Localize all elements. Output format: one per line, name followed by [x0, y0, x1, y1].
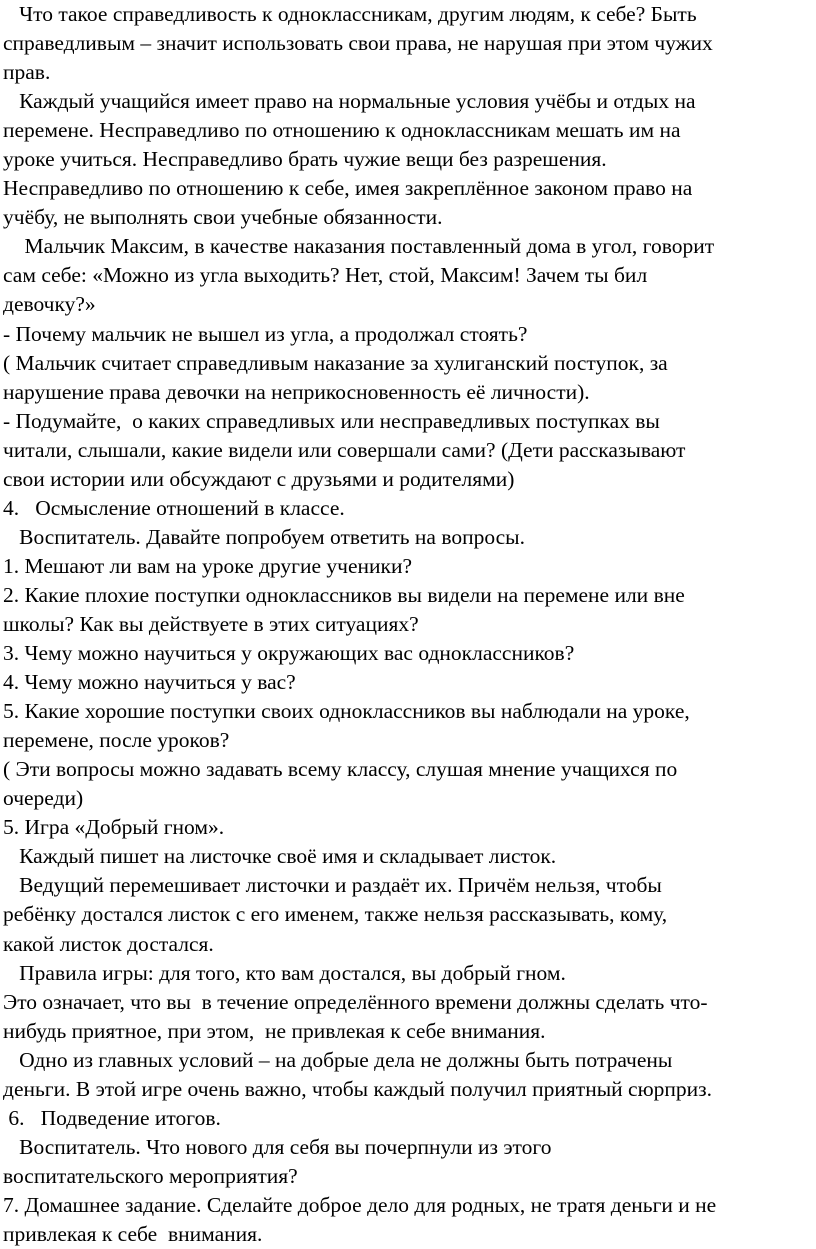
text-line: учёбу, не выполнять свои учебные обязанности.: [3, 205, 443, 230]
text-line: сам себе: «Можно из угла выходить? Нет, стой, Максим! Зачем ты бил: [3, 263, 648, 288]
text-line: Воспитатель. Давайте попробуем ответить на вопросы.: [3, 524, 525, 549]
text-line: Мальчик Максим, в качестве наказания поставленный дома в угол, говорит: [3, 234, 715, 259]
text-line: нарушение права девочки на неприкосновенность её личности).: [3, 379, 590, 404]
list-item: 5. Какие хорошие поступки своих одноклассников вы наблюдали на уроке,: [3, 699, 690, 724]
text-line: Ведущий перемешивает листочки и раздаёт их. Причём нельзя, чтобы: [3, 873, 662, 898]
text-line: Каждый учащийся имеет право на нормальные условия учёбы и отдых на: [3, 89, 696, 114]
text-line: девочку?»: [3, 292, 96, 317]
question-line: - Почему мальчик не вышел из угла, а продолжал стоять?: [3, 321, 528, 346]
text-line: прав.: [3, 60, 51, 85]
text-line: перемене. Несправедливо по отношению к одноклассникам мешать им на: [3, 118, 681, 143]
text-line: Это означает, что вы в течение определённого времени должны сделать что-: [3, 989, 708, 1014]
text-line: школы? Как вы действуете в этих ситуациях?: [3, 611, 419, 636]
text-line: воспитательского мероприятия?: [3, 1163, 298, 1188]
text-line: Одно из главных условий – на добрые дела не должны быть потрачены: [3, 1047, 673, 1072]
section-heading: 7. Домашнее задание. Сделайте доброе дело для родных, не тратя деньги и не: [3, 1192, 717, 1217]
list-item: 2. Какие плохие поступки одноклассников вы видели на перемене или вне: [3, 582, 685, 607]
section-heading: 4. Осмысление отношений в классе.: [3, 495, 345, 520]
text-line: какой листок достался.: [3, 931, 214, 956]
text-line: ( Эти вопросы можно задавать всему классу, слушая мнение учащихся по: [3, 757, 678, 782]
section-heading: 5. Игра «Добрый гном».: [3, 815, 225, 840]
document-page: [3, 0, 815, 1249]
list-item: 3. Чему можно научиться у окружающих вас одноклассников?: [3, 641, 575, 666]
section-heading: 6. Подведение итогов.: [3, 1105, 221, 1130]
text-line: Правила игры: для того, кто вам достался, вы добрый гном.: [3, 960, 566, 985]
text-line: Что такое справедливость к одноклассникам, другим людям, к себе? Быть: [3, 2, 697, 26]
text-line: ребёнку достался листок с его именем, также нельзя рассказывать, кому,: [3, 902, 668, 927]
text-line: деньги. В этой игре очень важно, чтобы каждый получил приятный сюрприз.: [3, 1076, 713, 1101]
text-line: Воспитатель. Что нового для себя вы почерпнули из этого: [3, 1134, 552, 1159]
text-line: читали, слышали, какие видели или совершали сами? (Дети рассказывают: [3, 437, 686, 462]
text-line: свои истории или обсуждают с друзьями и родителями): [3, 466, 515, 491]
text-line: Каждый пишет на листочке своё имя и складывает листок.: [3, 844, 557, 869]
text-line: ( Мальчик считает справедливым наказание за хулиганский поступок, за: [3, 350, 668, 375]
text-line: уроке учиться. Несправедливо брать чужие вещи без разрешения.: [3, 147, 607, 172]
text-line: очереди): [3, 786, 84, 811]
text-line: нибудь приятное, при этом, не привлекая к себе внимания.: [3, 1018, 546, 1043]
text-line: Несправедливо по отношению к себе, имея закреплённое законом право на: [3, 176, 693, 201]
question-line: - Подумайте, о каких справедливых или несправедливых поступках вы: [3, 408, 660, 433]
text-line: привлекая к себе внимания.: [3, 1221, 263, 1246]
list-item: 1. Мешают ли вам на уроке другие ученики?: [3, 553, 413, 578]
text-line: справедливым – значит использовать свои права, не нарушая при этом чужих: [3, 31, 713, 56]
text-line: перемене, после уроков?: [3, 728, 230, 753]
list-item: 4. Чему можно научиться у вас?: [3, 670, 296, 695]
